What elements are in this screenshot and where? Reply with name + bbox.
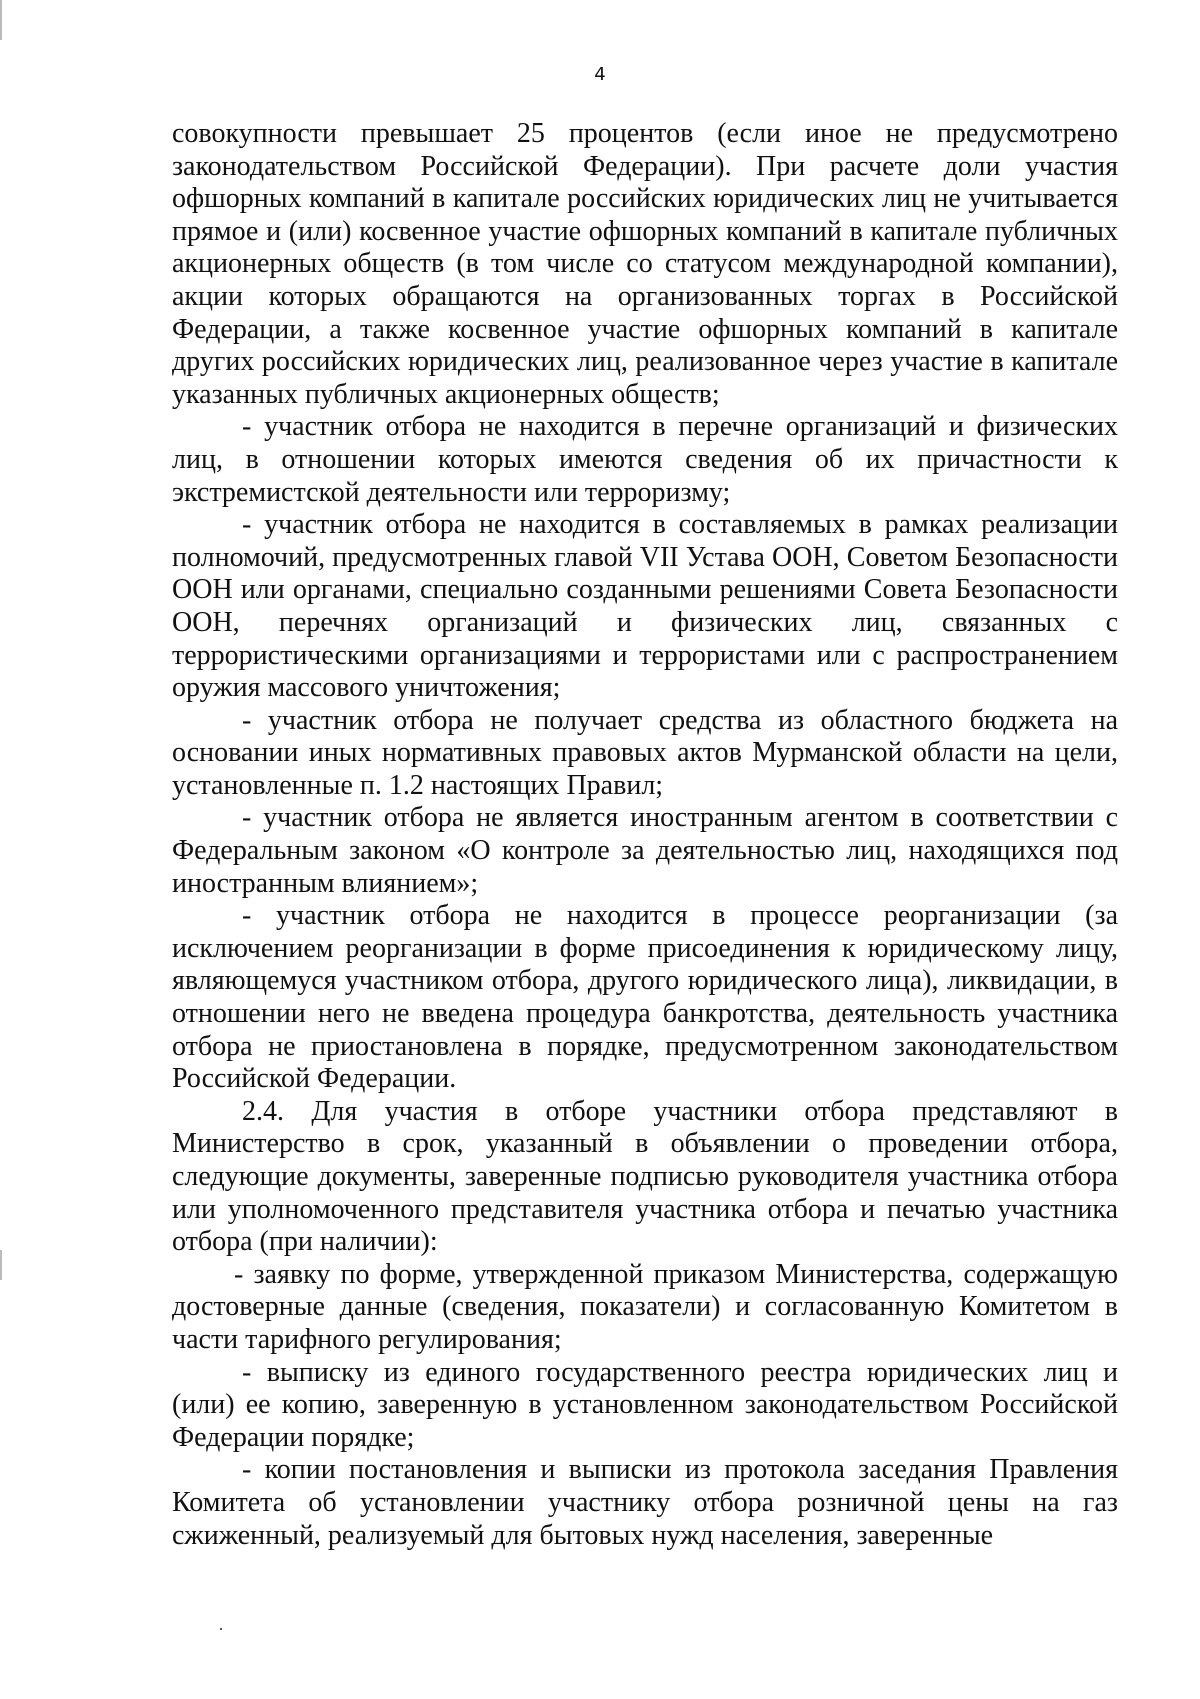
paragraph-foreign-agent: - участник отбора не является иностранным агентом в соответствии с Федеральным законом «О контроле за деятельностью лиц, находящихся под иностранным влиянием»;: [172, 802, 1118, 899]
paragraph-board-resolution-copies: - копии постановления и выписки из протокола заседания Правления Комитета об установлении участнику отбора розничной цены на газ сжиженный, реализуемый для бытовых нужд населения, заверенные: [172, 1454, 1118, 1551]
paragraph-application-form: - заявку по форме, утвержденной приказом Министерства, содержащую достоверные данные (сведения, показатели) и согласованную Комитетом в части тарифного регулирования;: [172, 1258, 1118, 1355]
paragraph-offshore-participation: совокупности превышает 25 процентов (если иное не предусмотрено законодательством Российской Федерации). При расчете доли участия офшорных компаний в капитале российских юридических лиц не учитывается прямое и (или) косвенное участие офшорных компаний в капитале публичных акционерных обществ (в том числе со статусом международной компании), акции которых обращаются на организованных торгах в Российской Федерации, а также косвенное участие офшорных компаний в капитале других российских юридических лиц, реализованное через участие в капитале указанных публичных акционерных обществ;: [172, 118, 1118, 410]
paragraph-un-security-council-lists: - участник отбора не находится в составляемых в рамках реализации полномочий, предусмотренных главой VII Устава ООН, Советом Безопасности ООН или органами, специально созданными решениями Совета Безопасности ООН, перечнях организаций и физических лиц, связанных с террористическими организациями и террористами или с распространением оружия массового уничтожения;: [172, 509, 1118, 704]
paragraph-registry-extract: - выписку из единого государственного реестра юридических лиц и (или) ее копию, заверенную в установленном законодательством Российской Федерации порядке;: [172, 1356, 1118, 1453]
scan-edge-mark: [0, 0, 2, 40]
scan-speck: [220, 1628, 222, 1630]
page-number: 4: [594, 64, 606, 85]
paragraph-regional-budget-funds: - участник отбора не получает средства из областного бюджета на основании иных нормативных правовых актов Мурманской области на цели, установленные п. 1.2 настоящих Правил;: [172, 704, 1118, 801]
paragraph-extremism-list: - участник отбора не находится в перечне организаций и физических лиц, в отношении которых имеются сведения об их причастности к экстремистской деятельности или терроризму;: [172, 411, 1118, 508]
paragraph-reorganization-liquidation: - участник отбора не находится в процессе реорганизации (за исключением реорганизации в форме присоединения к юридическому лицу, являющемуся участником отбора, другого юридического лица), ликвидации, в отношении него не введена процедура банкротства, деятельность участника отбора не приостановлена в порядке, предусмотренном законодательством Российской Федерации.: [172, 900, 1118, 1095]
scan-edge-mark: [0, 1250, 2, 1280]
paragraph-section-2-4: 2.4. Для участия в отборе участники отбора представляют в Министерство в срок, указанный в объявлении о проведении отбора, следующие документы, заверенные подписью руководителя участника отбора или уполномоченного представителя участника отбора и печатью участника отбора (при наличии):: [172, 1095, 1118, 1258]
document-body: [172, 118, 1118, 1552]
